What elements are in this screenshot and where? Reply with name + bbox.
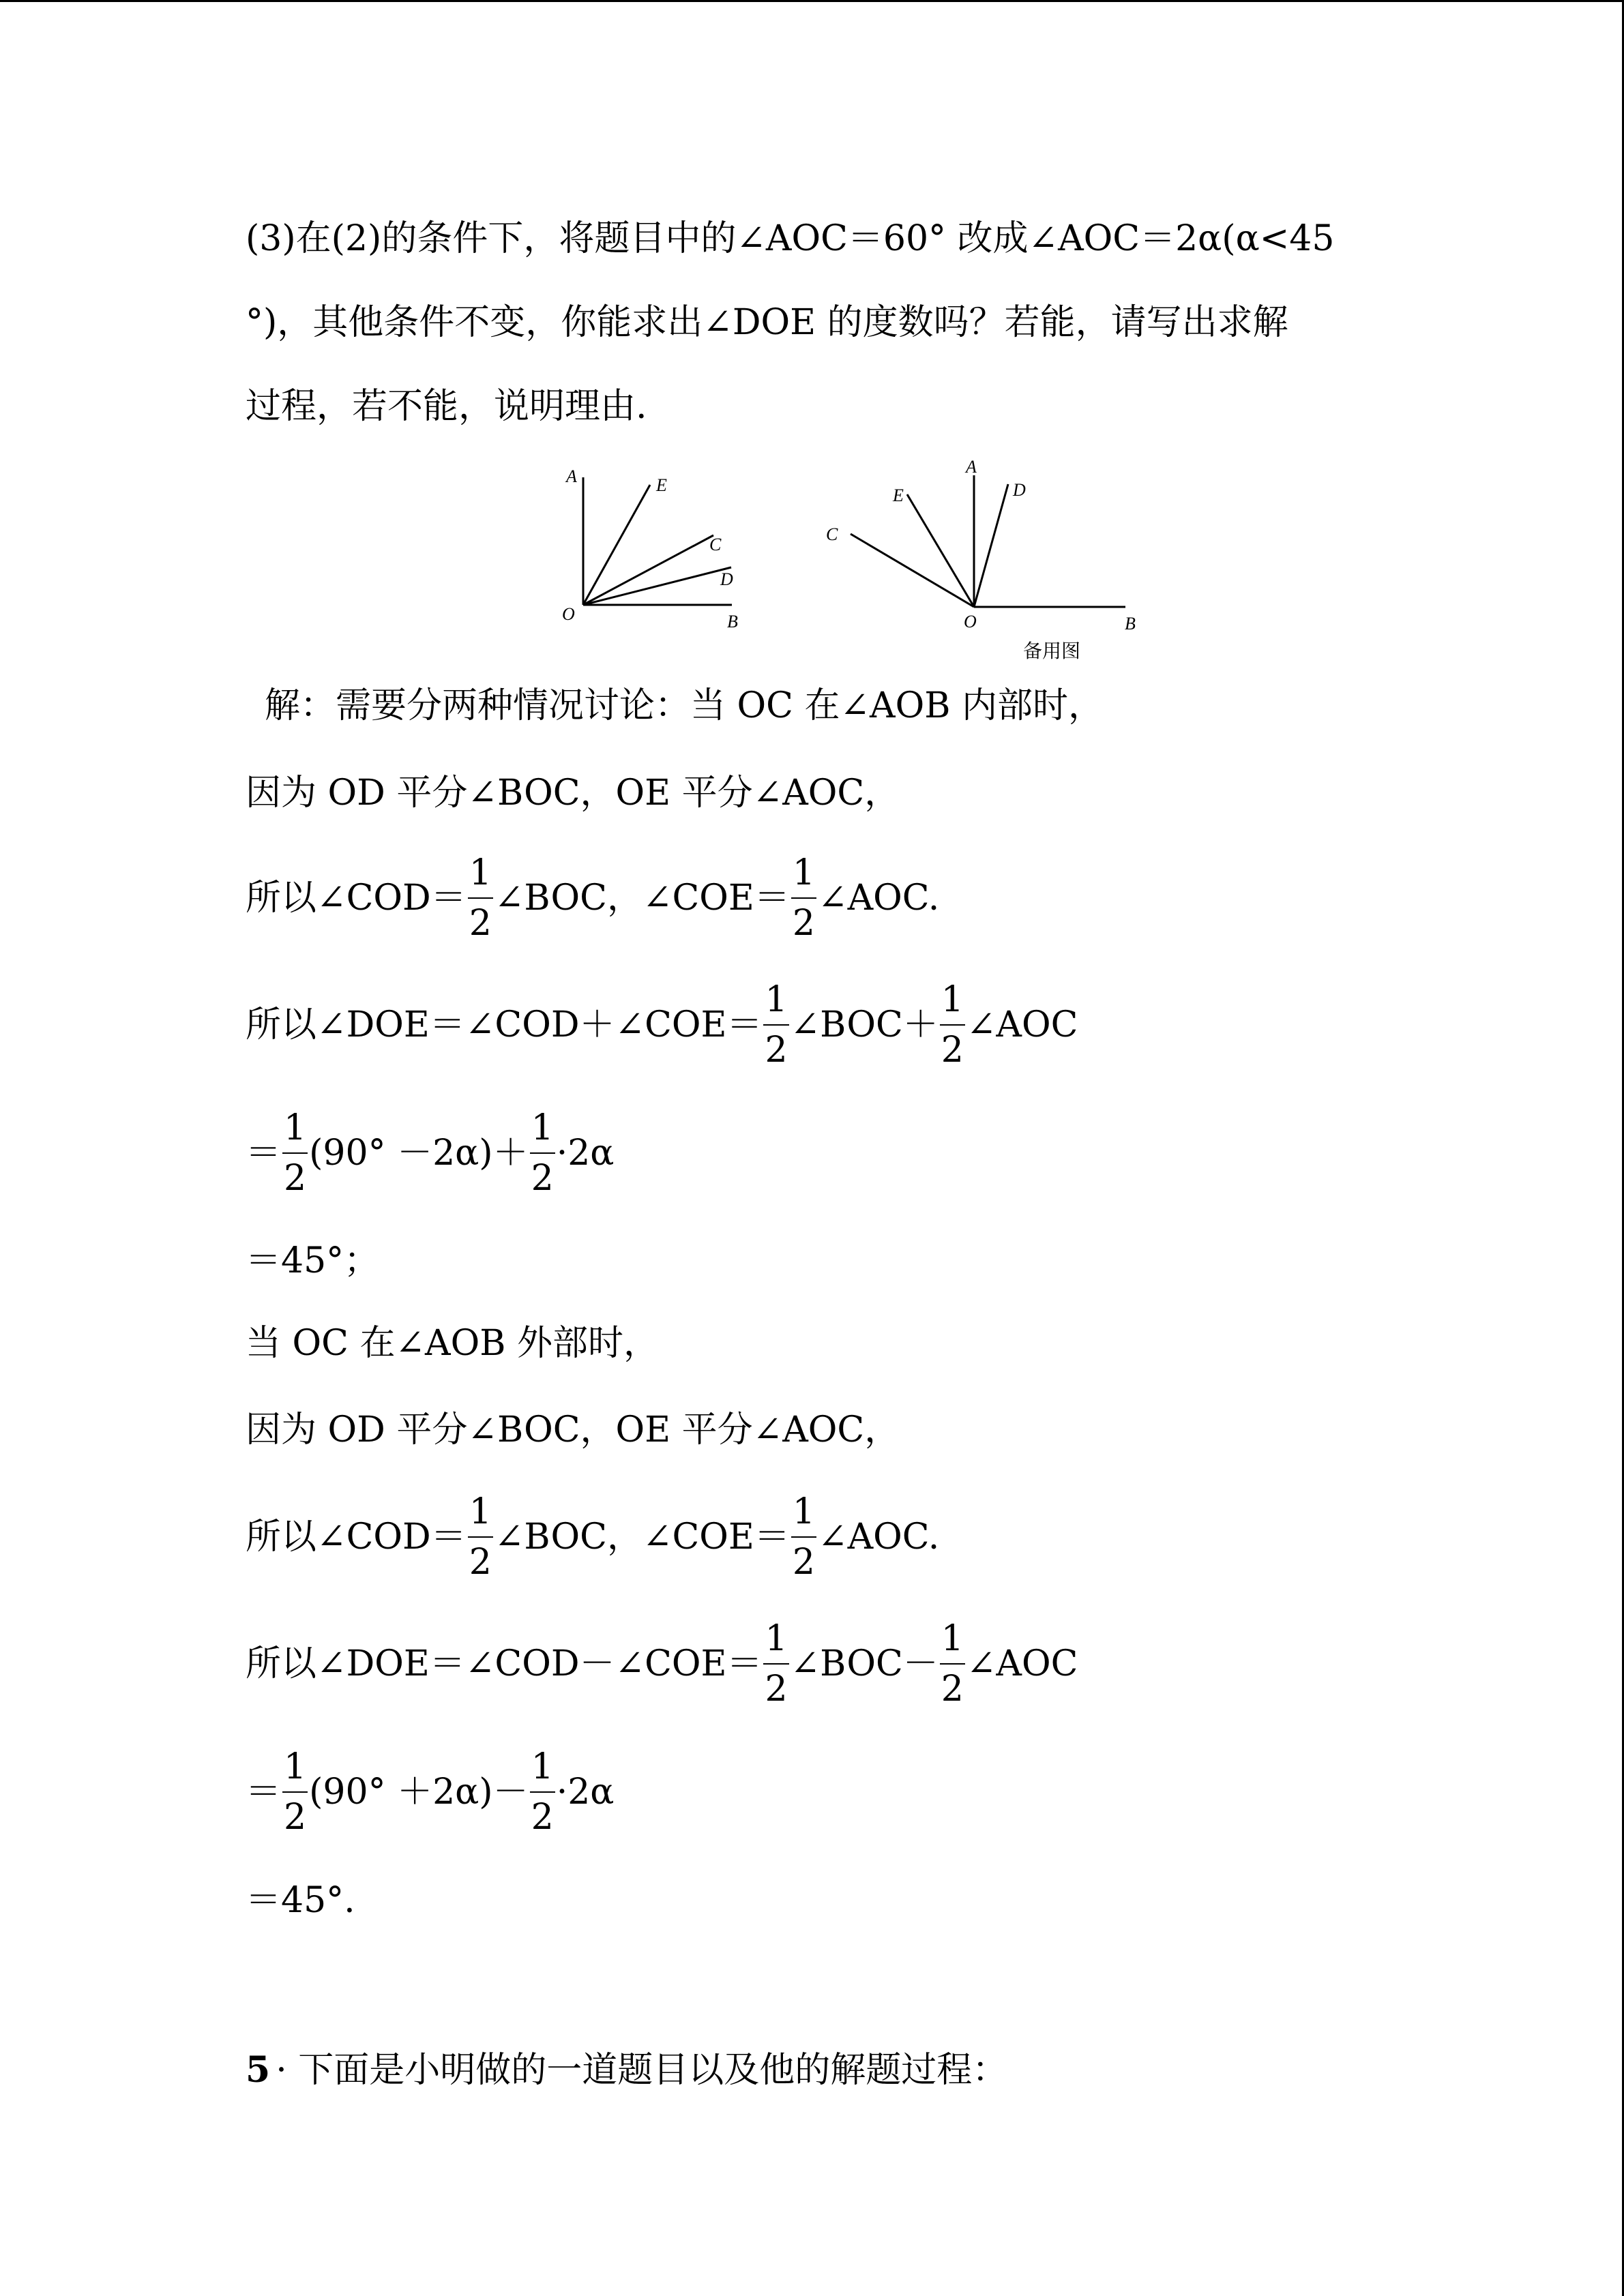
case1-so2-text-b: ∠BOC＋: [790, 1004, 939, 1045]
case1-so-line2: [246, 979, 1078, 1071]
fraction-half: $\frac{1}{2}$: [284, 1107, 307, 1199]
ray-OD: [974, 484, 1008, 607]
fraction-half: $\frac{1}{2}$: [284, 1746, 307, 1838]
case2-so2-text-b: ∠BOC－: [790, 1643, 939, 1684]
ray-OD: [583, 567, 731, 605]
case2-so-line2: [246, 1618, 1078, 1710]
label-E: E: [656, 475, 667, 495]
problem5-number: 5: [246, 2049, 271, 2091]
label-D: D: [720, 569, 733, 589]
label-C: C: [826, 524, 838, 544]
case1-eq1-text-b: (90° －2α)＋: [309, 1133, 529, 1174]
case2-so2-text-c: ∠AOC: [966, 1643, 1078, 1684]
fraction-half: $\frac{1}{2}$: [941, 979, 964, 1071]
case1-result: ＝45°；: [246, 1240, 380, 1281]
case2-so-line1: [246, 1491, 940, 1583]
fraction-half: $\frac{1}{2}$: [765, 1618, 788, 1710]
case1-because: 因为 OD 平分∠BOC，OE 平分∠AOC，: [246, 773, 900, 814]
fraction-half: $\frac{1}{2}$: [469, 852, 492, 944]
case2-eq1-text-a: ＝: [246, 1772, 282, 1813]
label-O: O: [562, 604, 575, 624]
case2-eq1-text-b: (90° ＋2α)－: [309, 1772, 529, 1813]
problem5-line: [246, 2048, 1007, 2093]
label-B: B: [1125, 614, 1136, 633]
ray-OE: [907, 494, 974, 607]
case2-so1-text-c: ∠AOC.: [818, 1517, 940, 1557]
ray-OC: [851, 534, 974, 607]
label-C: C: [709, 535, 722, 554]
problem3-line2: °)，其他条件不变，你能求出∠DOE 的度数吗？若能，请写出求解: [246, 302, 1288, 343]
fraction-half: $\frac{1}{2}$: [469, 1491, 492, 1583]
case1-equation1: [246, 1107, 615, 1199]
case2-because: 因为 OD 平分∠BOC，OE 平分∠AOC，: [246, 1410, 900, 1450]
fraction-half: $\frac{1}{2}$: [531, 1746, 554, 1838]
case2-so2-text-a: 所以∠DOE＝∠COD－∠COE＝: [246, 1643, 763, 1684]
case2-when: 当 OC 在∠AOB 外部时，: [246, 1323, 659, 1364]
case1-eq1-text-a: ＝: [246, 1133, 282, 1174]
fraction-half: $\frac{1}{2}$: [765, 979, 788, 1071]
case1-so1-text-c: ∠AOC.: [818, 878, 940, 919]
figure-2-angle-diagram: [815, 453, 1149, 641]
label-A: A: [566, 466, 577, 486]
case1-eq1-text-c: ·2α: [556, 1133, 615, 1174]
label-O: O: [964, 612, 977, 631]
fraction-half: $\frac{1}{2}$: [941, 1618, 964, 1710]
case2-so1-text-a: 所以∠COD＝: [246, 1517, 467, 1557]
case1-so1-text-b: ∠BOC，∠COE＝: [494, 878, 790, 919]
label-D: D: [1013, 480, 1026, 500]
figure-2-caption: 备用图: [1023, 640, 1081, 662]
case2-eq1-text-c: ·2α: [556, 1772, 615, 1813]
case1-so-line1: [246, 852, 940, 944]
case1-so2-text-c: ∠AOC: [966, 1004, 1078, 1045]
case1-so1-text-a: 所以∠COD＝: [246, 878, 467, 919]
solution-intro: 解：需要分两种情况讨论：当 OC 在∠AOB 内部时，: [265, 685, 1104, 726]
label-A: A: [966, 457, 977, 477]
case2-equation1: [246, 1746, 615, 1838]
figure-1-angle-diagram: [552, 460, 750, 638]
label-E: E: [893, 486, 904, 505]
page-top-border: [0, 0, 1624, 2]
fraction-half: $\frac{1}{2}$: [792, 1491, 815, 1583]
case2-result: ＝45°.: [246, 1880, 355, 1921]
fraction-half: $\frac{1}{2}$: [792, 852, 815, 944]
problem5-text: · 下面是小明做的一道题目以及他的解题过程：: [276, 2050, 1008, 2091]
case2-so1-text-b: ∠BOC，∠COE＝: [494, 1517, 790, 1557]
problem3-line3: 过程，若不能，说明理由.: [246, 386, 647, 427]
fraction-half: $\frac{1}{2}$: [531, 1107, 554, 1199]
problem3-line1: (3)在(2)的条件下，将题目中的∠AOC＝60° 改成∠AOC＝2α(α<45: [246, 218, 1335, 259]
case1-so2-text-a: 所以∠DOE＝∠COD＋∠COE＝: [246, 1004, 763, 1045]
label-B: B: [727, 612, 738, 631]
